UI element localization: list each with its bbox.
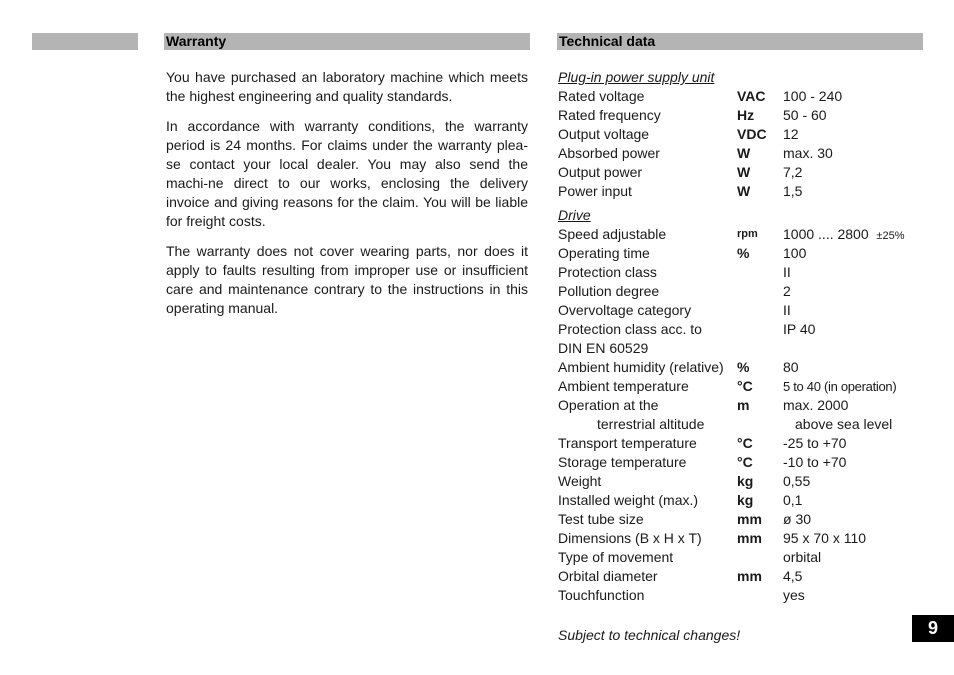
spec-unit: kg [737, 492, 754, 508]
spec-label: Rated voltage [558, 88, 645, 104]
spec-value: max. 2000 [783, 397, 849, 413]
spec-row [558, 320, 928, 339]
drive-heading: Drive [558, 207, 591, 223]
spec-row [558, 377, 928, 396]
spec-row-continuation [558, 415, 928, 434]
spec-label: Ambient humidity (relative) [558, 359, 724, 375]
spec-value: above sea level [795, 416, 893, 432]
spec-unit: mm [737, 511, 762, 527]
spec-unit: °C [737, 454, 753, 470]
warranty-title: Warranty [166, 33, 227, 49]
spec-row-speed [558, 225, 928, 244]
spec-value: 0,55 [783, 473, 811, 489]
spec-value: II [783, 302, 791, 318]
technical-data-header-bar [557, 33, 923, 50]
spec-value: ø 30 [783, 511, 812, 527]
technical-changes-note: Subject to technical changes! [558, 627, 741, 643]
warranty-paragraph: In accordance with warranty conditions, the warranty period is 24 months. For claims under the warranty plea-se contact your local dealer. You may also send the machi-ne direct to our works, enclosing the delivery invoice and giving reasons for the claim. You will be liable for freight costs. [166, 118, 528, 229]
spec-row [558, 125, 928, 144]
spec-unit: W [737, 164, 751, 180]
spec-value: yes [783, 587, 805, 603]
spec-row [558, 87, 928, 106]
spec-label: Orbital diameter [558, 568, 658, 584]
spec-value: -10 to +70 [783, 454, 847, 470]
warranty-section [166, 68, 528, 329]
spec-row [558, 586, 928, 605]
spec-label: Type of movement [558, 549, 674, 565]
spec-row [558, 529, 928, 548]
spec-value: 80 [783, 359, 799, 375]
spec-unit: W [737, 145, 751, 161]
spec-value: 50 - 60 [783, 107, 827, 123]
spec-value: 100 - 240 [783, 88, 843, 104]
spec-row-continuation [558, 339, 928, 358]
spec-row [558, 144, 928, 163]
spec-label: DIN EN 60529 [558, 340, 649, 356]
spec-row [558, 491, 928, 510]
spec-row [558, 358, 928, 377]
spec-unit: mm [737, 568, 762, 584]
spec-unit: mm [737, 530, 762, 546]
spec-value: -25 to +70 [783, 435, 847, 451]
spec-unit: m [737, 397, 750, 413]
spec-unit: % [737, 245, 750, 261]
spec-unit: kg [737, 473, 754, 489]
spec-unit: W [737, 183, 751, 199]
spec-label: Weight [558, 473, 602, 489]
spec-row [558, 244, 928, 263]
spec-label: Touchfunction [558, 587, 645, 603]
spec-value: max. 30 [783, 145, 833, 161]
spec-unit: VAC [737, 88, 766, 104]
spec-row [558, 106, 928, 125]
spec-unit: % [737, 359, 750, 375]
power-supply-heading: Plug-in power supply unit [558, 69, 715, 85]
spec-value: 4,5 [783, 568, 803, 584]
page-number: 9 [912, 615, 954, 642]
spec-row [558, 453, 928, 472]
spec-value: 100 [783, 245, 807, 261]
spec-value: 12 [783, 126, 799, 142]
technical-data-title: Technical data [559, 33, 656, 49]
spec-value: 0,1 [783, 492, 803, 508]
spec-label: Speed adjustable [558, 226, 667, 242]
spec-label: Transport temperature [558, 435, 697, 451]
spec-label: Output power [558, 164, 643, 180]
spec-value: 95 x 70 x 110 [783, 530, 867, 546]
header-bar-left [32, 33, 138, 50]
spec-label: Installed weight (max.) [558, 492, 699, 508]
spec-label: Operating time [558, 245, 650, 261]
spec-unit: VDC [737, 126, 767, 142]
spec-label: Test tube size [558, 511, 644, 527]
spec-label: Rated frequency [558, 107, 661, 123]
spec-label: Overvoltage category [558, 302, 692, 318]
spec-value: II [783, 264, 791, 280]
spec-unit: rpm [737, 228, 758, 240]
spec-value: IP 40 [783, 321, 816, 337]
spec-label: Protection class [558, 264, 657, 280]
spec-row [558, 434, 928, 453]
spec-unit: °C [737, 435, 753, 451]
speed-tolerance: ±25% [876, 230, 905, 242]
spec-row [558, 567, 928, 586]
spec-label: Operation at the [558, 397, 659, 413]
spec-row [558, 182, 928, 201]
spec-unit: Hz [737, 107, 755, 123]
spec-row [558, 396, 928, 415]
spec-label: Protection class acc. to [558, 321, 702, 337]
spec-label: Ambient temperature [558, 378, 689, 394]
spec-row [558, 510, 928, 529]
spec-label: Power input [558, 183, 632, 199]
spec-unit: °C [737, 378, 753, 394]
technical-data-section [558, 68, 928, 605]
spec-value: 5 to 40 (in operation) [783, 379, 897, 394]
spec-label: Dimensions (B x H x T) [558, 530, 702, 546]
spec-row [558, 282, 928, 301]
warranty-paragraph: You have purchased an laboratory machine which meets the highest engineering and quality standards. [166, 69, 528, 104]
spec-row [558, 301, 928, 320]
spec-value: 1,5 [783, 183, 803, 199]
spec-row [558, 263, 928, 282]
spec-label: Pollution degree [558, 283, 660, 299]
spec-label: terrestrial altitude [597, 416, 705, 432]
warranty-paragraph: The warranty does not cover wearing parts, nor does it apply to faults resulting from improper use or insufficient care and maintenance contrary to the instructions in this operating manual. [166, 243, 528, 316]
spec-label: Storage temperature [558, 454, 687, 470]
spec-label: Absorbed power [558, 145, 660, 161]
spec-row [558, 472, 928, 491]
spec-row [558, 548, 928, 567]
speed-range: 1000 .... 2800 [783, 226, 869, 242]
spec-value: 2 [783, 283, 791, 299]
warranty-header-bar [164, 33, 530, 50]
spec-label: Output voltage [558, 126, 650, 142]
spec-row [558, 163, 928, 182]
spec-value [783, 225, 904, 246]
spec-value: orbital [783, 549, 822, 565]
spec-value: 7,2 [783, 164, 803, 180]
